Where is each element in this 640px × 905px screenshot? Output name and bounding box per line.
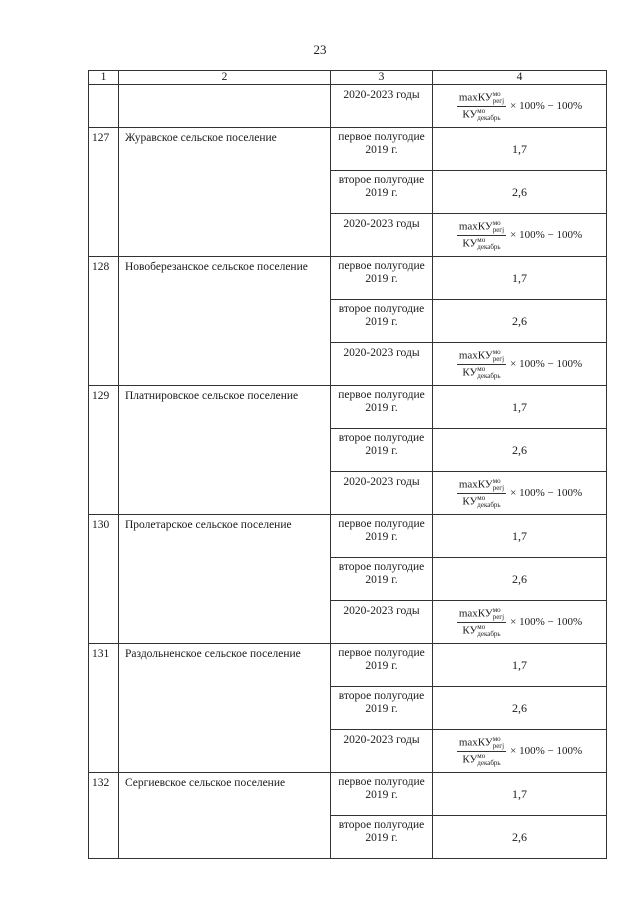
denominator-symbol: КУ <box>462 108 478 121</box>
numerator-symbol: maxКУ <box>458 736 493 749</box>
formula-cell <box>433 85 607 128</box>
period-cell: второе полугодие 2019 г. <box>331 816 433 859</box>
value-cell: 2,6 <box>433 429 607 472</box>
denominator-superscript: мо <box>477 106 486 115</box>
row-number-cell: 128 <box>89 257 119 386</box>
denominator-superscript: мо <box>477 235 486 244</box>
denominator-superscript: мо <box>477 751 486 760</box>
header-cell: 1 <box>89 71 119 85</box>
period-cell: первое полугодие 2019 г. <box>331 386 433 429</box>
formula-numerator <box>457 349 506 365</box>
formula-cell <box>433 601 607 644</box>
numerator-subscript: регј <box>492 96 505 105</box>
growth-formula <box>433 736 606 767</box>
period-cell: первое полугодие 2019 г. <box>331 128 433 171</box>
header-cell: 2 <box>119 71 331 85</box>
value-cell: 2,6 <box>433 171 607 214</box>
formula-tail: × 100% − 100% <box>510 99 583 112</box>
formula-denominator <box>460 752 502 767</box>
formula-cell <box>433 472 607 515</box>
numerator-subscript: регј <box>492 741 505 750</box>
value-cell: 2,6 <box>433 558 607 601</box>
table-row <box>89 515 607 558</box>
formula-fraction <box>457 478 506 509</box>
numerator-subscript: регј <box>492 612 505 621</box>
numerator-superscript: мо <box>492 476 501 485</box>
formula-cell <box>433 343 607 386</box>
formula-denominator <box>460 365 502 380</box>
formula-numerator <box>457 607 506 623</box>
numerator-symbol: maxКУ <box>458 91 493 104</box>
row-number-cell: 127 <box>89 128 119 257</box>
settlement-name-cell: Новоберезанское сельское поселение <box>119 257 331 386</box>
continuation-row <box>89 85 607 128</box>
denominator-superscript: мо <box>477 493 486 502</box>
period-cell: 2020-2023 годы <box>331 343 433 386</box>
formula-cell <box>433 730 607 773</box>
formula-tail: × 100% − 100% <box>510 228 583 241</box>
settlement-name-cell: Раздольненское сельское поселение <box>119 644 331 773</box>
formula-denominator <box>460 623 502 638</box>
row-number-cell: 130 <box>89 515 119 644</box>
period-cell: второе полугодие 2019 г. <box>331 687 433 730</box>
denominator-symbol: КУ <box>462 624 478 637</box>
period-cell: второе полугодие 2019 г. <box>331 171 433 214</box>
period-cell: первое полугодие 2019 г. <box>331 644 433 687</box>
formula-numerator <box>457 91 506 107</box>
period-cell: первое полугодие 2019 г. <box>331 515 433 558</box>
denominator-superscript: мо <box>477 622 486 631</box>
denominator-subscript: декабрь <box>477 629 501 638</box>
table-row <box>89 257 607 300</box>
table-row <box>89 386 607 429</box>
settlement-name-cell: Пролетарское сельское поселение <box>119 515 331 644</box>
period-cell: второе полугодие 2019 г. <box>331 300 433 343</box>
formula-fraction <box>457 349 506 380</box>
formula-tail: × 100% − 100% <box>510 615 583 628</box>
value-cell: 2,6 <box>433 300 607 343</box>
value-cell: 1,7 <box>433 515 607 558</box>
growth-formula <box>433 349 606 380</box>
value-cell: 1,7 <box>433 773 607 816</box>
formula-cell <box>433 214 607 257</box>
formula-fraction <box>457 91 506 122</box>
settlement-name-cell: Сергиевское сельское поселение <box>119 773 331 859</box>
table-row <box>89 773 607 816</box>
numerator-subscript: регј <box>492 354 505 363</box>
period-cell: первое полугодие 2019 г. <box>331 773 433 816</box>
denominator-subscript: декабрь <box>477 242 501 251</box>
numerator-superscript: мо <box>492 347 501 356</box>
formula-tail: × 100% − 100% <box>510 486 583 499</box>
numerator-superscript: мо <box>492 218 501 227</box>
formula-tail: × 100% − 100% <box>510 744 583 757</box>
numerator-symbol: maxКУ <box>458 607 493 620</box>
row-number-cell <box>89 85 119 128</box>
formula-numerator <box>457 220 506 236</box>
growth-formula <box>433 91 606 122</box>
denominator-symbol: КУ <box>462 366 478 379</box>
value-cell: 2,6 <box>433 687 607 730</box>
header-row <box>89 71 607 85</box>
numerator-superscript: мо <box>492 605 501 614</box>
denominator-symbol: КУ <box>462 753 478 766</box>
denominator-subscript: декабрь <box>477 371 501 380</box>
period-cell: 2020-2023 годы <box>331 85 433 128</box>
denominator-subscript: декабрь <box>477 758 501 767</box>
denominator-subscript: декабрь <box>477 500 501 509</box>
numerator-subscript: регј <box>492 225 505 234</box>
formula-tail: × 100% − 100% <box>510 357 583 370</box>
value-cell: 1,7 <box>433 257 607 300</box>
numerator-superscript: мо <box>492 89 501 98</box>
row-number-cell: 129 <box>89 386 119 515</box>
formula-denominator <box>460 236 502 251</box>
value-cell: 1,7 <box>433 644 607 687</box>
settlement-name-cell <box>119 85 331 128</box>
tariff-table <box>88 70 607 859</box>
denominator-symbol: КУ <box>462 495 478 508</box>
row-number-cell: 131 <box>89 644 119 773</box>
value-cell: 1,7 <box>433 386 607 429</box>
numerator-superscript: мо <box>492 734 501 743</box>
settlement-name-cell: Журавское сельское поселение <box>119 128 331 257</box>
period-cell: 2020-2023 годы <box>331 730 433 773</box>
formula-fraction <box>457 607 506 638</box>
table-row <box>89 644 607 687</box>
formula-numerator <box>457 478 506 494</box>
header-cell: 3 <box>331 71 433 85</box>
denominator-superscript: мо <box>477 364 486 373</box>
value-cell: 1,7 <box>433 128 607 171</box>
period-cell: второе полугодие 2019 г. <box>331 558 433 601</box>
period-cell: 2020-2023 годы <box>331 214 433 257</box>
growth-formula <box>433 607 606 638</box>
growth-formula <box>433 478 606 509</box>
formula-denominator <box>460 494 502 509</box>
period-cell: первое полугодие 2019 г. <box>331 257 433 300</box>
formula-fraction <box>457 220 506 251</box>
period-cell: 2020-2023 годы <box>331 601 433 644</box>
denominator-subscript: декабрь <box>477 113 501 122</box>
numerator-symbol: maxКУ <box>458 478 493 491</box>
period-cell: 2020-2023 годы <box>331 472 433 515</box>
header-cell: 4 <box>433 71 607 85</box>
settlement-name-cell: Платнировское сельское поселение <box>119 386 331 515</box>
period-cell: второе полугодие 2019 г. <box>331 429 433 472</box>
formula-denominator <box>460 107 502 122</box>
formula-numerator <box>457 736 506 752</box>
numerator-symbol: maxКУ <box>458 349 493 362</box>
page-number: 23 <box>313 42 327 57</box>
numerator-symbol: maxКУ <box>458 220 493 233</box>
numerator-subscript: регј <box>492 483 505 492</box>
denominator-symbol: КУ <box>462 237 478 250</box>
growth-formula <box>433 220 606 251</box>
table-row <box>89 128 607 171</box>
formula-fraction <box>457 736 506 767</box>
value-cell: 2,6 <box>433 816 607 859</box>
row-number-cell: 132 <box>89 773 119 859</box>
